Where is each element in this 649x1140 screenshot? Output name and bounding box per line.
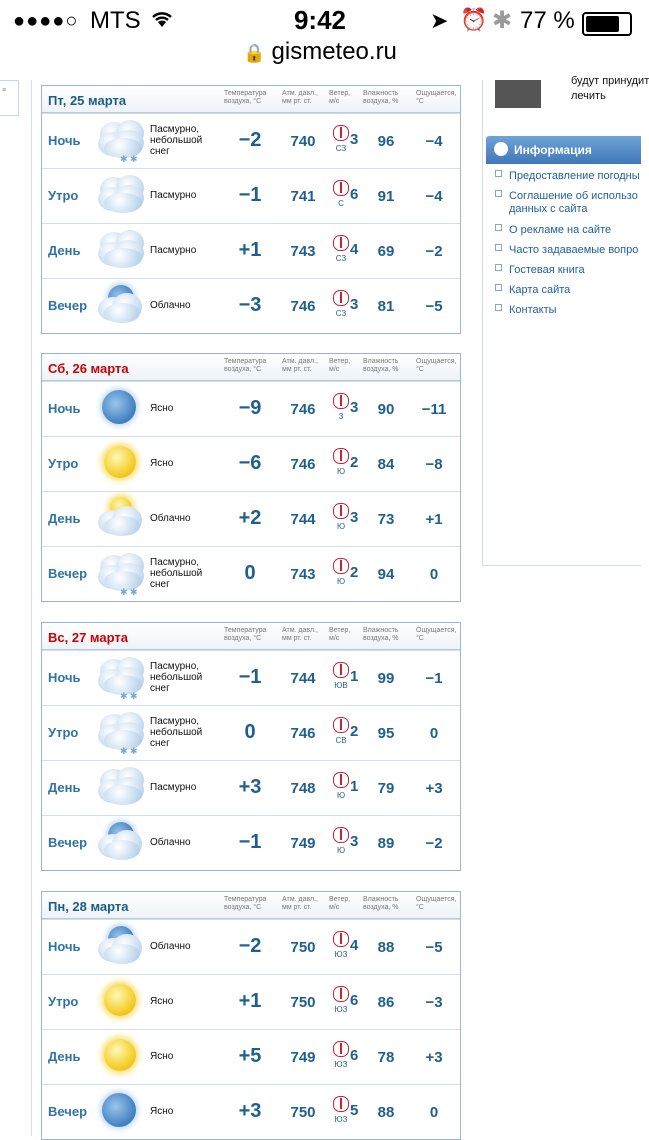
wind-speed: 4: [350, 937, 359, 954]
humidity: 96: [377, 133, 395, 150]
overcast-snow-icon: ✱ ✱: [96, 118, 148, 164]
feels-like: −4: [425, 188, 443, 205]
bullet-icon: [495, 224, 502, 231]
forecast-row: [42, 1084, 460, 1139]
sun-icon: [96, 979, 148, 1025]
feels-like: −5: [425, 939, 443, 956]
info-logo-icon: [494, 142, 508, 156]
bluetooth-icon: ✱: [492, 7, 513, 34]
forecast-row: [42, 974, 460, 1029]
info-link[interactable]: Карта сайта: [495, 284, 640, 304]
time-of-day: День: [48, 243, 81, 258]
wind-speed: 4: [350, 241, 359, 258]
column-header-feel: Ощущается, °С: [416, 90, 457, 105]
forecast-day-card: [41, 85, 461, 334]
wind: [332, 983, 372, 1023]
wind-speed: 1: [350, 668, 359, 685]
forecast-row: [42, 760, 460, 815]
wind: [332, 555, 372, 595]
wind-speed: 6: [350, 992, 359, 1009]
temperature: −2: [238, 129, 262, 151]
day-title: Вс, 27 марта: [48, 630, 128, 645]
pressure: 744: [290, 511, 316, 528]
feels-like: −2: [425, 835, 443, 852]
alarm-icon: ⏰: [460, 7, 488, 32]
overcast-snow-icon: ✱ ✱: [96, 710, 148, 756]
temperature: −1: [238, 184, 262, 206]
wind: [332, 445, 372, 485]
info-link[interactable]: Соглашение об использо данных с сайта: [495, 190, 640, 224]
bullet-icon: [495, 170, 502, 177]
feels-like: +3: [425, 1049, 443, 1066]
overcast-icon: [96, 173, 148, 219]
feels-like: 0: [429, 725, 439, 742]
temperature: +3: [238, 776, 262, 798]
wind-speed: 2: [350, 564, 359, 581]
column-header-feel: Ощущается, °С: [416, 358, 457, 373]
weather-description: Пасмурно, небольшой снег: [150, 716, 203, 749]
wind: [332, 659, 372, 699]
humidity: 94: [377, 566, 395, 583]
day-header: [42, 892, 460, 919]
wind: [332, 177, 372, 217]
column-header-press: Атм. давл., мм рт. ст.: [282, 358, 318, 373]
wind-direction: Ю: [336, 577, 346, 586]
time-of-day: Ночь: [48, 133, 81, 148]
wind-speed: 1: [350, 778, 359, 795]
day-header: [42, 623, 460, 650]
carrier-name: MTS: [90, 7, 141, 34]
pressure: 748: [290, 780, 316, 797]
feels-like: −4: [425, 133, 443, 150]
column-header-wind: Ветер, м/с: [329, 358, 351, 373]
wind-direction-icon: [333, 393, 349, 409]
feels-like: −3: [425, 994, 443, 1011]
wind-direction-icon: [333, 1096, 349, 1112]
wind-direction: ЮЗ: [334, 950, 348, 959]
time-of-day: Вечер: [48, 1104, 88, 1119]
feels-like: 0: [429, 566, 439, 583]
weather-description: Пасмурно, небольшой снег: [150, 661, 203, 694]
column-header-hum: Влажность воздуха, %: [363, 90, 399, 105]
time-of-day: Ночь: [48, 670, 81, 685]
humidity: 99: [377, 670, 395, 687]
wind-direction-icon: [333, 558, 349, 574]
temperature: 0: [244, 562, 256, 584]
wind-direction-icon: [333, 717, 349, 733]
news-snippet[interactable]: будут принудит лечить: [571, 75, 649, 102]
status-bar: [0, 0, 640, 40]
overcast-snow-icon: ✱ ✱: [96, 655, 148, 701]
overcast-icon: [96, 765, 148, 811]
wind-speed: 3: [350, 833, 359, 850]
weather-description: Ясно: [150, 1051, 174, 1062]
wind-direction-icon: [333, 503, 349, 519]
temperature: −1: [238, 831, 262, 853]
pressure: 743: [290, 566, 316, 583]
pressure: 746: [290, 401, 316, 418]
humidity: 90: [377, 401, 395, 418]
weather-description: Ясно: [150, 996, 174, 1007]
forecast-row: [42, 546, 460, 601]
feels-like: +1: [425, 511, 443, 528]
pressure: 740: [290, 133, 316, 150]
wind-direction-icon: [333, 986, 349, 1002]
wind-direction-icon: [333, 290, 349, 306]
wind-speed: 3: [350, 296, 359, 313]
wind: [332, 769, 372, 809]
wind-direction: СЗ: [335, 144, 347, 153]
wind-direction-icon: [333, 180, 349, 196]
time-of-day: Вечер: [48, 835, 88, 850]
wind-direction: СЗ: [335, 254, 347, 263]
wind-direction: ЮЗ: [334, 1115, 348, 1124]
time-of-day: Ночь: [48, 939, 81, 954]
location-arrow-icon: ➤: [430, 8, 449, 33]
wind-speed: 2: [350, 723, 359, 740]
wind-direction-icon: [333, 448, 349, 464]
weather-description: Пасмурно, небольшой снег: [150, 557, 203, 590]
time-of-day: Утро: [48, 188, 79, 203]
wind-direction: ЮЗ: [334, 1060, 348, 1069]
bullet-icon: [495, 264, 502, 271]
pressure: 750: [290, 994, 316, 1011]
wind: [332, 287, 372, 327]
wind-direction-icon: [333, 662, 349, 678]
feels-like: −2: [425, 243, 443, 260]
humidity: 81: [377, 298, 395, 315]
bullet-icon: [495, 284, 502, 291]
day-header: [42, 354, 460, 381]
wind-direction: Ю: [336, 846, 346, 855]
wind: [332, 1093, 372, 1133]
wind-direction-icon: [333, 772, 349, 788]
pressure: 749: [290, 1049, 316, 1066]
forecast-row: [42, 436, 460, 491]
left-divider: [31, 80, 32, 1136]
temperature: −6: [238, 452, 262, 474]
weather-description: Облачно: [150, 941, 191, 952]
humidity: 78: [377, 1049, 395, 1066]
time-of-day: День: [48, 780, 81, 795]
bullet-icon: [495, 190, 502, 197]
time-of-day: Вечер: [48, 298, 88, 313]
wind-direction-icon: [333, 931, 349, 947]
humidity: 91: [377, 188, 395, 205]
info-link[interactable]: Контакты: [495, 304, 640, 324]
cloudy-night-icon: [96, 924, 148, 970]
day-title: Пт, 25 марта: [48, 93, 127, 108]
column-header-hum: Влажность воздуха, %: [363, 896, 399, 911]
column-header-wind: Ветер, м/с: [329, 627, 351, 642]
info-link[interactable]: Гостевая книга: [495, 264, 640, 284]
overcast-icon: [96, 228, 148, 274]
time-of-day: Утро: [48, 994, 79, 1009]
wind-direction: Ю: [336, 791, 346, 800]
news-thumbnail[interactable]: [495, 80, 541, 108]
weather-description: Облачно: [150, 837, 191, 848]
sun-icon: [96, 441, 148, 487]
clear-night-icon: [96, 386, 148, 432]
column-header-temp: Температура воздуха, °С: [224, 896, 267, 911]
wind-direction: Ю: [336, 467, 346, 476]
forecast-row: [42, 1029, 460, 1084]
clock: 9:42: [293, 5, 347, 35]
feels-like: −11: [421, 401, 447, 418]
column-header-press: Атм. давл., мм рт. ст.: [282, 90, 318, 105]
temperature: +2: [238, 507, 262, 529]
column-header-hum: Влажность воздуха, %: [363, 358, 399, 373]
forecast-row: [42, 168, 460, 223]
time-of-day: Вечер: [48, 566, 88, 581]
wind-direction: ЮЗ: [334, 1005, 348, 1014]
time-of-day: День: [48, 1049, 81, 1064]
time-of-day: Утро: [48, 456, 79, 471]
bullet-icon: [495, 244, 502, 251]
wind-speed: 3: [350, 399, 359, 416]
wind-speed: 3: [350, 131, 359, 148]
cloudy-night-icon: [96, 283, 148, 329]
humidity: 95: [377, 725, 395, 742]
day-header: [42, 86, 460, 113]
url-domain: gismeteo.ru: [271, 38, 397, 65]
temperature: −1: [238, 666, 262, 688]
info-link[interactable]: Часто задаваемые вопро: [495, 244, 640, 264]
forecast-day-card: [41, 622, 461, 871]
wind: [332, 1038, 372, 1078]
wind-direction-icon: [333, 125, 349, 141]
column-header-temp: Температура воздуха, °С: [224, 358, 267, 373]
url-bar[interactable]: [0, 38, 640, 74]
weather-description: Ясно: [150, 1106, 174, 1117]
pressure: 750: [290, 1104, 316, 1121]
battery-percent: 77 %: [520, 7, 575, 34]
time-of-day: Утро: [48, 725, 79, 740]
column-header-temp: Температура воздуха, °С: [224, 90, 267, 105]
feels-like: −1: [425, 670, 443, 687]
forecast-row: [42, 278, 460, 333]
forecast-day-card: [41, 891, 461, 1140]
wind: [332, 232, 372, 272]
humidity: 69: [377, 243, 395, 260]
weather-description: Пасмурно: [150, 782, 197, 793]
pressure: 749: [290, 835, 316, 852]
time-of-day: Ночь: [48, 401, 81, 416]
humidity: 88: [377, 939, 395, 956]
pressure: 741: [290, 188, 316, 205]
forecast-day-card: [41, 353, 461, 602]
weather-description: Ясно: [150, 403, 174, 414]
temperature: +1: [238, 239, 262, 261]
wind: [332, 928, 372, 968]
sun-icon: [96, 1034, 148, 1080]
temperature: +5: [238, 1045, 262, 1067]
battery-icon: [582, 12, 632, 36]
left-edge-panel: ≡: [0, 80, 19, 116]
overcast-snow-icon: ✱ ✱: [96, 551, 148, 597]
humidity: 89: [377, 835, 395, 852]
pressure: 750: [290, 939, 316, 956]
temperature: 0: [244, 721, 256, 743]
pressure: 746: [290, 298, 316, 315]
right-sidebar: [482, 75, 649, 566]
weather-description: Пасмурно: [150, 245, 197, 256]
info-link[interactable]: Предоставление погодны: [495, 170, 640, 190]
pressure: 744: [290, 670, 316, 687]
wind-speed: 6: [350, 186, 359, 203]
column-header-feel: Ощущается, °С: [416, 627, 457, 642]
wind: [332, 714, 372, 754]
humidity: 79: [377, 780, 395, 797]
wind-direction: С: [338, 199, 344, 208]
info-header: Информация: [486, 136, 641, 164]
forecast-row: [42, 223, 460, 278]
clear-night-icon: [96, 1089, 148, 1135]
info-links: [495, 170, 640, 324]
weather-description: Облачно: [150, 300, 191, 311]
humidity: 73: [377, 511, 395, 528]
forecast-row: [42, 650, 460, 705]
wind: [332, 390, 372, 430]
forecast-row: [42, 919, 460, 974]
bullet-icon: [495, 304, 502, 311]
column-header-wind: Ветер, м/с: [329, 90, 351, 105]
forecast-row: [42, 815, 460, 870]
pressure: 743: [290, 243, 316, 260]
column-header-hum: Влажность воздуха, %: [363, 627, 399, 642]
day-title: Пн, 28 марта: [48, 899, 129, 914]
temperature: −3: [238, 294, 262, 316]
wind-direction: ЮВ: [334, 681, 348, 690]
weather-description: Ясно: [150, 458, 174, 469]
column-header-press: Атм. давл., мм рт. ст.: [282, 896, 318, 911]
feels-like: −8: [425, 456, 443, 473]
temperature: +3: [238, 1100, 262, 1122]
wind-direction: Ю: [336, 522, 346, 531]
column-header-temp: Температура воздуха, °С: [224, 627, 267, 642]
forecast-row: [42, 381, 460, 436]
info-link[interactable]: О рекламе на сайте: [495, 224, 640, 244]
time-of-day: День: [48, 511, 81, 526]
feels-like: 0: [429, 1104, 439, 1121]
day-title: Сб, 26 марта: [48, 361, 129, 376]
temperature: +1: [238, 990, 262, 1012]
feels-like: +3: [425, 780, 443, 797]
wind: [332, 500, 372, 540]
humidity: 88: [377, 1104, 395, 1121]
temperature: −9: [238, 397, 262, 419]
wind-speed: 2: [350, 454, 359, 471]
wind-direction: З: [338, 412, 344, 421]
humidity: 86: [377, 994, 395, 1011]
forecast-row: [42, 705, 460, 760]
wind-direction-icon: [333, 827, 349, 843]
wind-direction-icon: [333, 235, 349, 251]
feels-like: −5: [425, 298, 443, 315]
wind-direction-icon: [333, 1041, 349, 1057]
wind-speed: 3: [350, 509, 359, 526]
wind: [332, 122, 372, 162]
wind: [332, 824, 372, 864]
column-header-press: Атм. давл., мм рт. ст.: [282, 627, 318, 642]
temperature: −2: [238, 935, 262, 957]
lock-icon: 🔒: [243, 43, 266, 63]
weather-description: Облачно: [150, 513, 191, 524]
pressure: 746: [290, 456, 316, 473]
signal-strength-icon: ●●●●○: [13, 10, 79, 32]
wind-speed: 6: [350, 1047, 359, 1064]
weather-description: Пасмурно, небольшой снег: [150, 124, 203, 157]
wind-direction: СВ: [335, 736, 347, 745]
forecast-row: [42, 491, 460, 546]
forecast-row: [42, 113, 460, 168]
cloudy-day-icon: [96, 496, 148, 542]
weather-description: Пасмурно: [150, 190, 197, 201]
pressure: 746: [290, 725, 316, 742]
wind-direction: СЗ: [335, 309, 347, 318]
humidity: 84: [377, 456, 395, 473]
column-header-wind: Ветер, м/с: [329, 896, 351, 911]
cloudy-night-icon: [96, 820, 148, 866]
column-header-feel: Ощущается, °С: [416, 896, 457, 911]
wind-speed: 5: [350, 1102, 359, 1119]
